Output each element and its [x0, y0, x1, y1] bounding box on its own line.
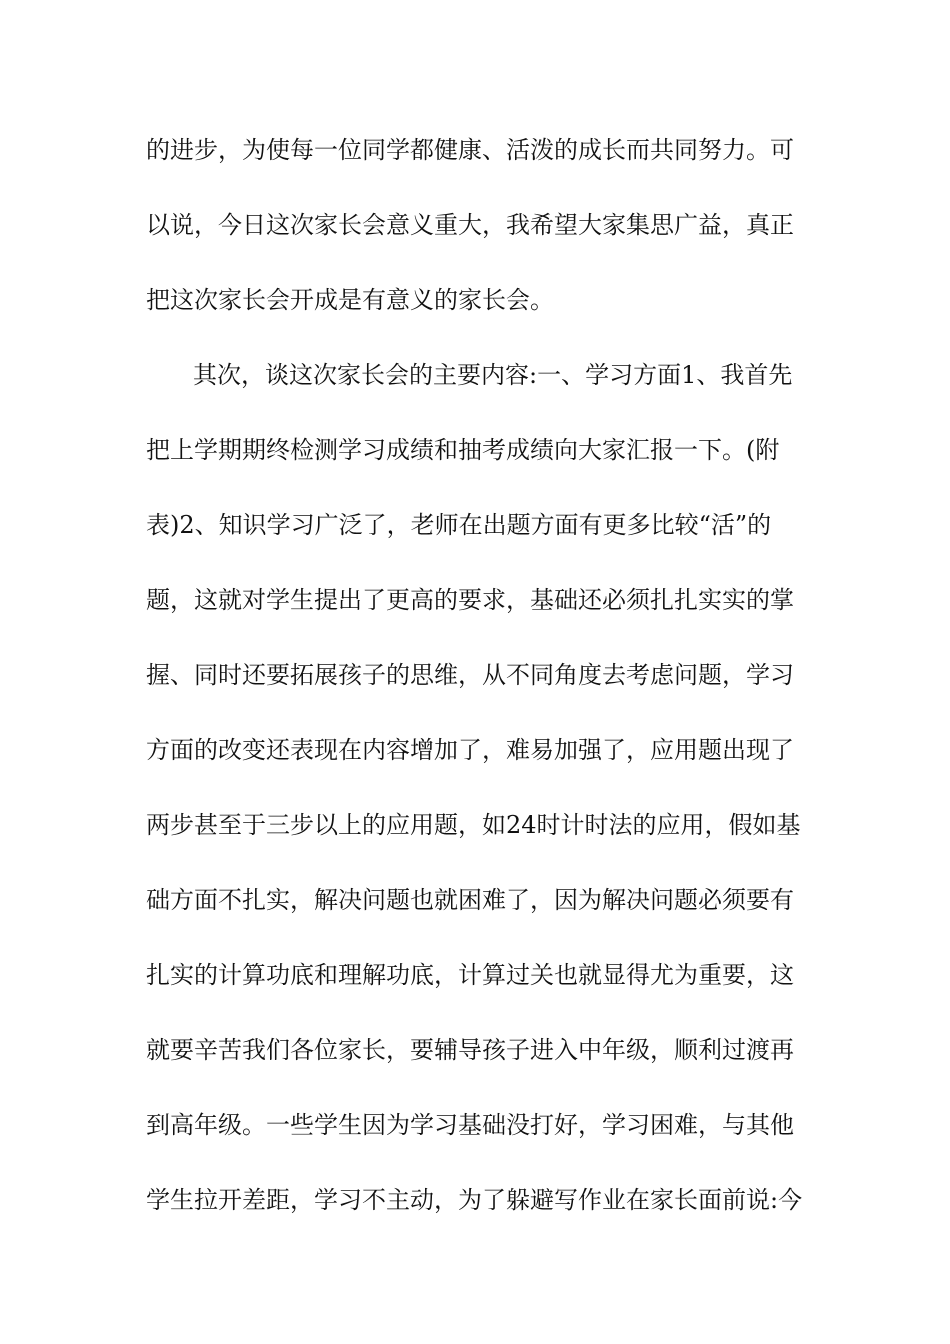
text-line: 扎实的计算功底和理解功底，计算过关也就显得尤为重要，这: [146, 961, 794, 989]
text-line: 表)2、知识学习广泛了，老师在出题方面有更多比较“活”的: [146, 511, 772, 539]
text-line: 题，这就对学生提出了更高的要求，基础还必须扎扎实实的掌: [146, 586, 794, 614]
text-line: 到高年级。一些学生因为学习基础没打好，学习困难，与其他: [146, 1111, 794, 1139]
paragraph-first-line: 其次，谈这次家长会的主要内容:一、学习方面1、我首先: [193, 361, 793, 389]
text-line: 把这次家长会开成是有意义的家长会。: [146, 286, 554, 314]
text-line: 方面的改变还表现在内容增加了，难易加强了，应用题出现了: [146, 736, 794, 764]
text-line: 握、同时还要拓展孩子的思维，从不同角度去考虑问题，学习: [146, 661, 794, 689]
text-line: 就要辛苦我们各位家长，要辅导孩子进入中年级，顺利过渡再: [146, 1036, 794, 1064]
text-line: 础方面不扎实，解决问题也就困难了，因为解决问题必须要有: [146, 886, 794, 914]
text-line: 学生拉开差距，学习不主动，为了躲避写作业在家长面前说:今: [146, 1186, 803, 1214]
text-line: 的进步，为使每一位同学都健康、活泼的成长而共同努力。可: [146, 136, 794, 164]
text-line: 把上学期期终检测学习成绩和抽考成绩向大家汇报一下。(附: [146, 436, 780, 464]
text-line: 两步甚至于三步以上的应用题，如24时计时法的应用，假如基: [146, 811, 801, 839]
text-line: 以说，今日这次家长会意义重大，我希望大家集思广益，真正: [146, 211, 794, 239]
